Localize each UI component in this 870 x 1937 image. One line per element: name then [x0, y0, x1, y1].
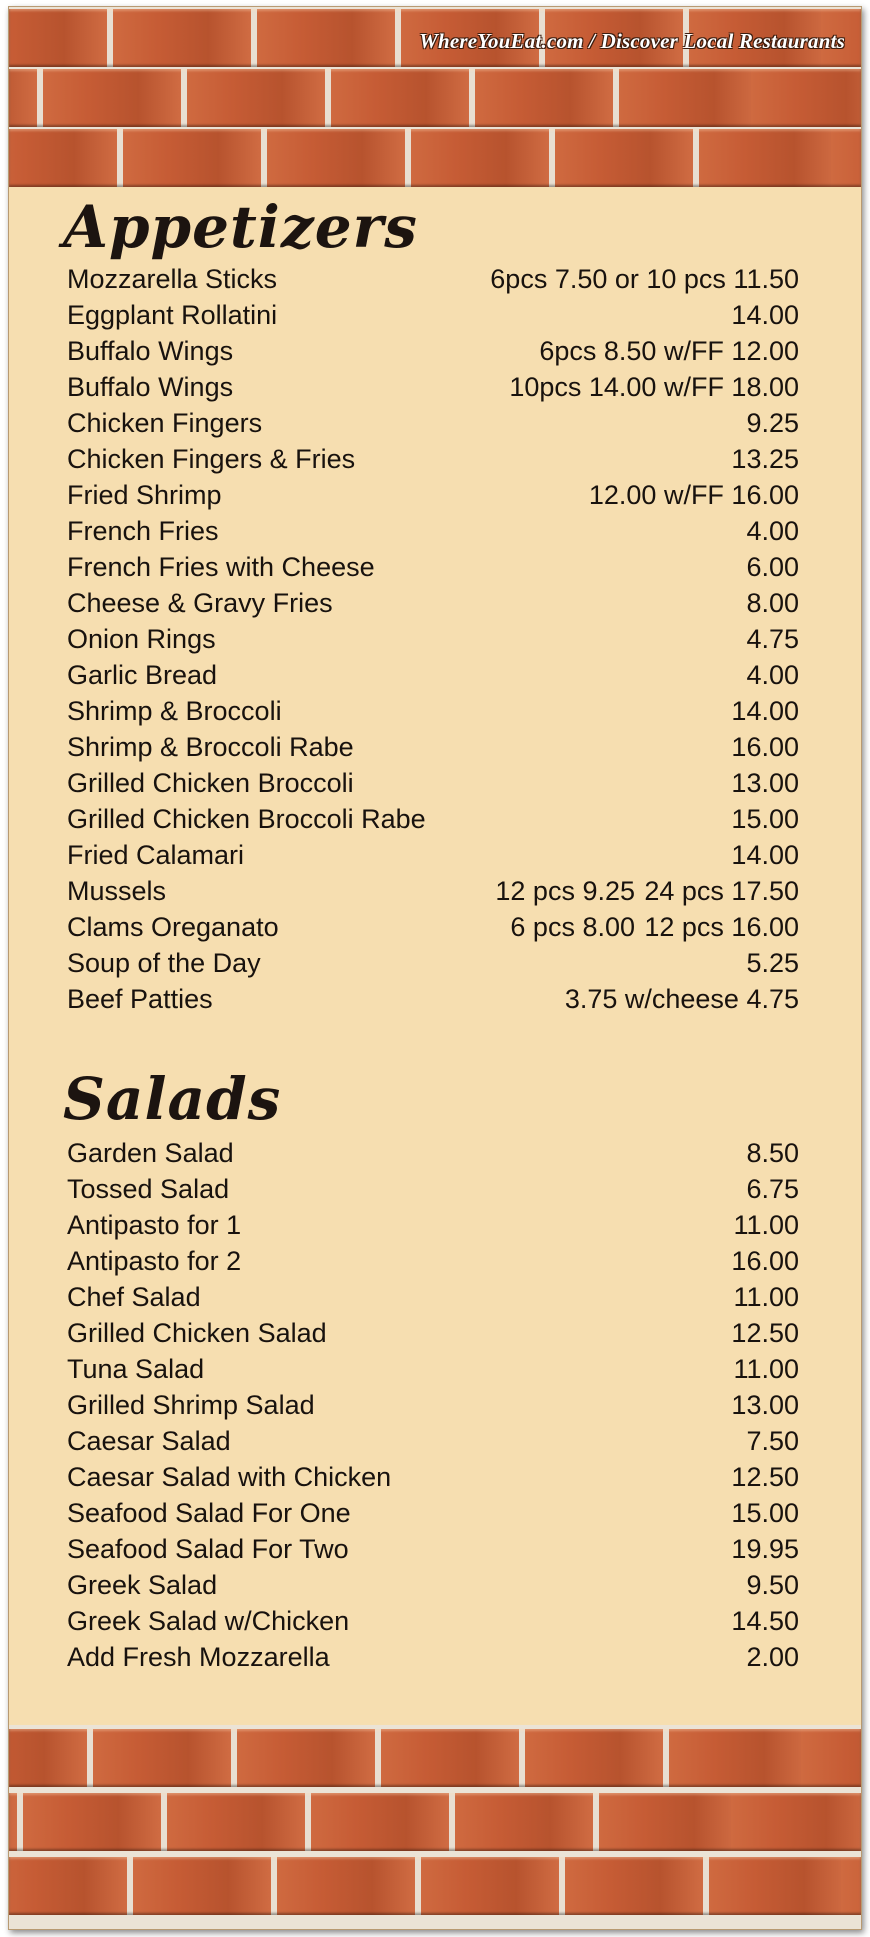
- menu-item-price: 9.50: [746, 1570, 799, 1600]
- menu-item-name: Seafood Salad For One: [67, 1498, 351, 1528]
- menu-item-name: Antipasto for 1: [67, 1210, 242, 1240]
- menu-item-name: Onion Rings: [67, 624, 216, 654]
- menu-item-name: Beef Patties: [67, 984, 213, 1014]
- menu-item-price: 6pcs 7.50 or 10 pcs 11.50: [490, 264, 799, 294]
- menu-page: [8, 6, 862, 1930]
- menu-item-name: Grilled Chicken Broccoli: [67, 768, 354, 798]
- menu-item-row: [59, 981, 799, 1017]
- menu-item-price-small: 6 pcs 8.00: [510, 912, 635, 942]
- menu-item-price: 14.00: [731, 696, 799, 726]
- menu-item-price: 12 pcs 16.00: [644, 912, 799, 942]
- menu-item-row: [59, 333, 799, 369]
- menu-item-name: Caesar Salad with Chicken: [67, 1462, 392, 1492]
- menu-item-price: 11.00: [733, 1282, 799, 1312]
- menu-item-name: Caesar Salad: [67, 1426, 231, 1456]
- top-brick-border: [9, 7, 861, 183]
- menu-item-price: 24 pcs 17.50: [644, 876, 799, 906]
- menu-item-price: 19.95: [731, 1534, 799, 1564]
- menu-item-row: [59, 549, 799, 585]
- menu-item-row: [59, 405, 799, 441]
- menu-item-price: 13.25: [731, 444, 799, 474]
- menu-item-price: 16.00: [731, 1246, 799, 1276]
- menu-item-price: 6.00: [746, 552, 799, 582]
- menu-item-row: [59, 1207, 799, 1243]
- brick-row: [9, 69, 861, 127]
- menu-item-row: [59, 1171, 799, 1207]
- menu-item-name: Buffalo Wings: [67, 372, 234, 402]
- menu-item-row: [59, 1315, 799, 1351]
- menu-item-name: Fried Shrimp: [67, 480, 222, 510]
- menu-item-name: Grilled Chicken Salad: [67, 1318, 327, 1348]
- menu-item-price: 6.75: [746, 1174, 799, 1204]
- menu-item-row: [59, 837, 799, 873]
- appetizers-title: Appetizers: [63, 193, 418, 261]
- menu-item-name: Mussels: [67, 876, 167, 906]
- menu-item-row: [59, 1459, 799, 1495]
- appetizers-list: [59, 261, 799, 1017]
- menu-item-name: Chicken Fingers: [67, 408, 263, 438]
- menu-item-name: Chef Salad: [67, 1282, 201, 1312]
- menu-item-name: Eggplant Rollatini: [67, 300, 278, 330]
- menu-item-row: [59, 585, 799, 621]
- menu-item-price: 4.00: [746, 516, 799, 546]
- menu-item-row: [59, 765, 799, 801]
- menu-item-row: [59, 1135, 799, 1171]
- menu-item-price: 14.00: [731, 840, 799, 870]
- menu-item-name: Chicken Fingers & Fries: [67, 444, 356, 474]
- menu-item-price: 16.00: [731, 732, 799, 762]
- menu-item-price: 5.25: [746, 948, 799, 978]
- menu-item-row: [59, 1603, 799, 1639]
- menu-item-name: Tossed Salad: [67, 1174, 230, 1204]
- menu-item-row: [59, 657, 799, 693]
- menu-item-price: 12.00 w/FF 16.00: [588, 480, 799, 510]
- menu-item-price: 6pcs 8.50 w/FF 12.00: [539, 336, 799, 366]
- menu-item-price: 4.00: [746, 660, 799, 690]
- menu-item-price: 2.00: [746, 1642, 799, 1672]
- menu-item-row: [59, 1531, 799, 1567]
- menu-item-name: Soup of the Day: [67, 948, 261, 978]
- menu-item-price: 11.00: [733, 1210, 799, 1240]
- menu-item-name: Seafood Salad For Two: [67, 1534, 349, 1564]
- menu-item-row: [59, 801, 799, 837]
- menu-item-price: 4.75: [746, 624, 799, 654]
- menu-item-price: 13.00: [731, 1390, 799, 1420]
- menu-item-name: Grilled Shrimp Salad: [67, 1390, 315, 1420]
- menu-item-row: [59, 1639, 799, 1675]
- menu-item-row: [59, 909, 799, 945]
- menu-item-name: Add Fresh Mozzarella: [67, 1642, 330, 1672]
- menu-item-row: [59, 441, 799, 477]
- menu-item-price: 14.00: [731, 300, 799, 330]
- salads-title: Salads: [63, 1065, 282, 1133]
- menu-item-price: 7.50: [746, 1426, 799, 1456]
- menu-item-row: [59, 1495, 799, 1531]
- menu-item-row: [59, 261, 799, 297]
- menu-item-row: [59, 297, 799, 333]
- menu-item-name: Buffalo Wings: [67, 336, 234, 366]
- menu-item-price: 12.50: [731, 1462, 799, 1492]
- menu-item-price: 10pcs 14.00 w/FF 18.00: [509, 372, 799, 402]
- menu-item-name: Cheese & Gravy Fries: [67, 588, 333, 618]
- menu-item-row: [59, 513, 799, 549]
- menu-item-row: [59, 477, 799, 513]
- menu-item-price: 14.50: [731, 1606, 799, 1636]
- menu-item-row: [59, 945, 799, 981]
- brick-row: [9, 1793, 861, 1851]
- menu-item-name: Tuna Salad: [67, 1354, 205, 1384]
- menu-item-row: [59, 621, 799, 657]
- menu-item-price: 9.25: [746, 408, 799, 438]
- menu-item-row: [59, 369, 799, 405]
- menu-item-name: Fried Calamari: [67, 840, 245, 870]
- menu-item-name: Garden Salad: [67, 1138, 234, 1168]
- menu-item-name: Clams Oreganato: [67, 912, 279, 942]
- menu-item-price: 8.50: [746, 1138, 799, 1168]
- menu-item-row: [59, 1567, 799, 1603]
- bottom-brick-border: [9, 1725, 861, 1929]
- menu-item-name: Shrimp & Broccoli Rabe: [67, 732, 354, 762]
- menu-item-price: 13.00: [731, 768, 799, 798]
- menu-item-row: [59, 873, 799, 909]
- menu-item-row: [59, 1243, 799, 1279]
- menu-item-price: 11.00: [733, 1354, 799, 1384]
- menu-item-row: [59, 1423, 799, 1459]
- menu-item-row: [59, 693, 799, 729]
- menu-item-name: Garlic Bread: [67, 660, 218, 690]
- menu-item-row: [59, 1351, 799, 1387]
- brick-row: [9, 129, 861, 187]
- menu-item-name: Shrimp & Broccoli: [67, 696, 282, 726]
- brick-row: [9, 1729, 861, 1787]
- menu-item-row: [59, 1387, 799, 1423]
- menu-item-row: [59, 1279, 799, 1315]
- menu-item-row: [59, 729, 799, 765]
- menu-item-name: French Fries: [67, 516, 219, 546]
- menu-item-name: Mozzarella Sticks: [67, 264, 278, 294]
- menu-item-price: 12.50: [731, 1318, 799, 1348]
- menu-item-name: French Fries with Cheese: [67, 552, 375, 582]
- watermark-text: WhereYouEat.com / Discover Local Restaurants: [419, 29, 845, 53]
- menu-item-name: Antipasto for 2: [67, 1246, 242, 1276]
- salads-list: [59, 1135, 799, 1675]
- menu-item-price: 3.75 w/cheese 4.75: [564, 984, 799, 1014]
- menu-item-price: 8.00: [746, 588, 799, 618]
- menu-item-name: Grilled Chicken Broccoli Rabe: [67, 804, 426, 834]
- menu-item-name: Greek Salad: [67, 1570, 218, 1600]
- brick-row: [9, 1857, 861, 1915]
- menu-item-price-small: 12 pcs 9.25: [495, 876, 635, 906]
- menu-item-name: Greek Salad w/Chicken: [67, 1606, 350, 1636]
- menu-item-price: 15.00: [731, 1498, 799, 1528]
- menu-item-price: 15.00: [731, 804, 799, 834]
